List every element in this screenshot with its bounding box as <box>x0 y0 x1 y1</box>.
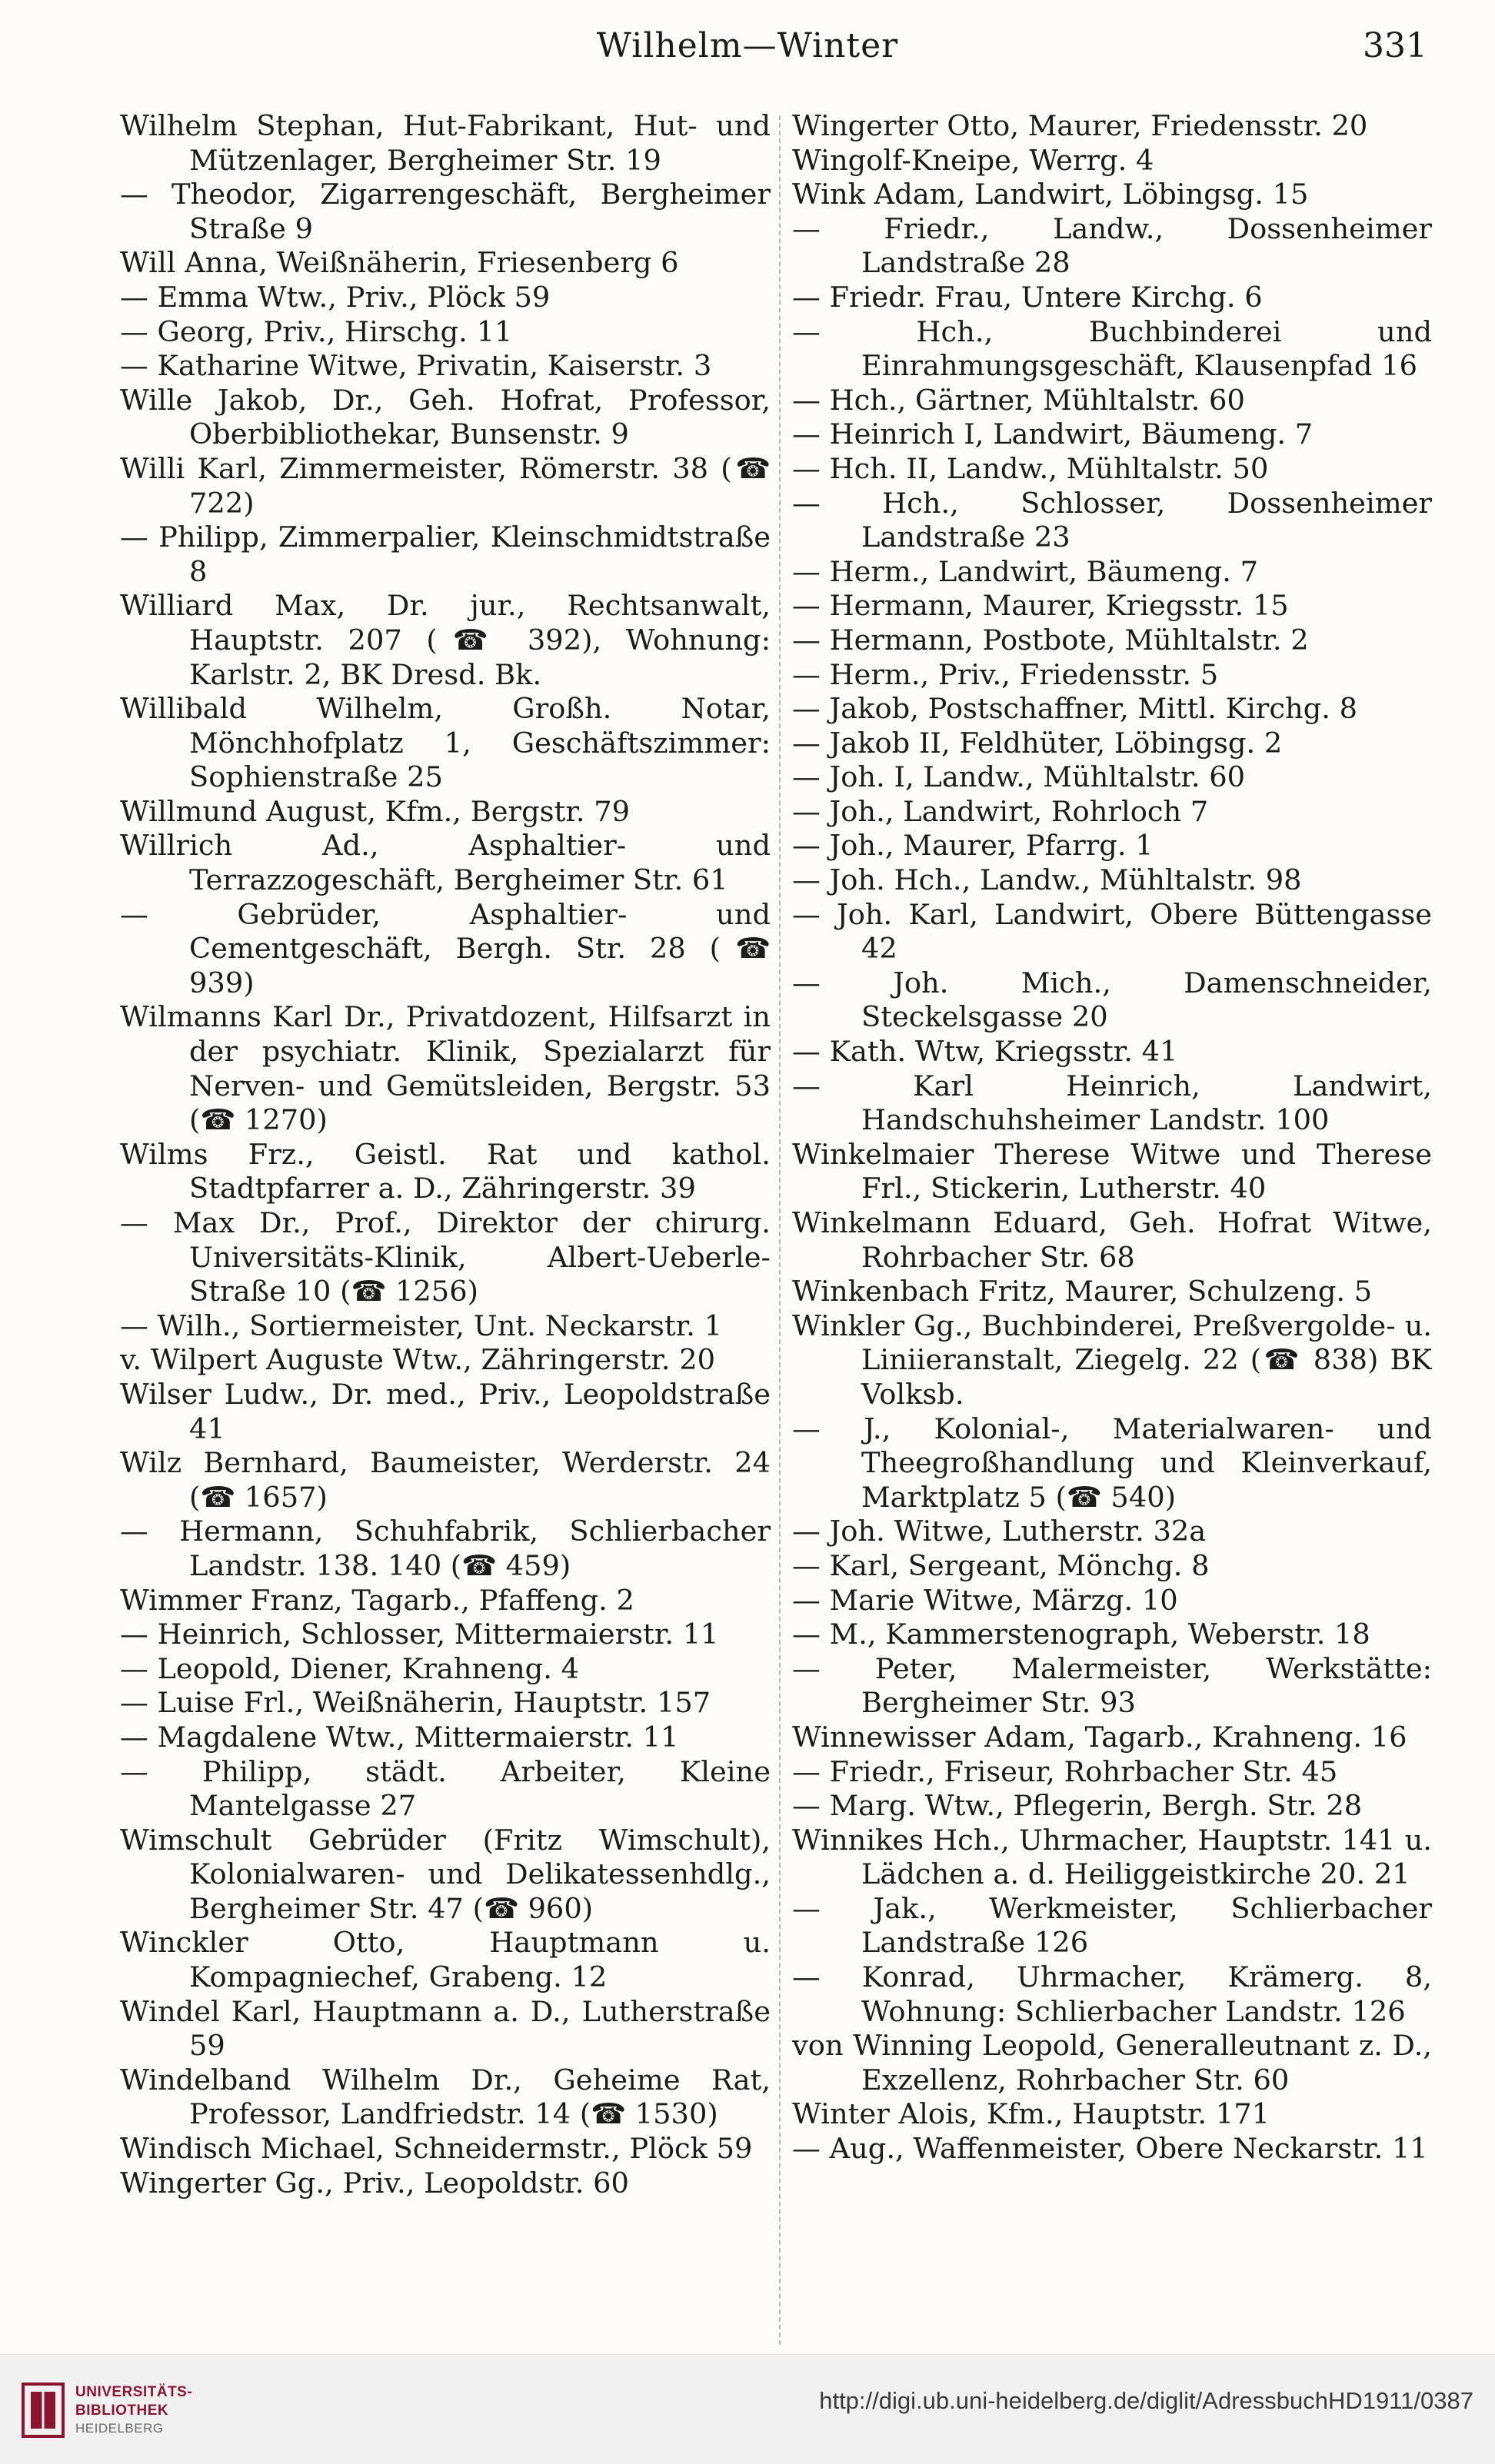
directory-entry: — Friedr. Frau, Untere Kirchg. 6 <box>792 280 1263 314</box>
directory-entry: — Hch., Gärtner, Mühltalstr. 60 <box>792 383 1245 417</box>
directory-entry: — Hermann, Postbote, Mühltalstr. 2 <box>792 623 1309 657</box>
directory-entry: Windelband Wilhelm Dr., Geheime Rat, Professor, Landfriedstr. 14 (☎ 1530) <box>120 2063 771 2131</box>
directory-entry: Wingerter Otto, Maurer, Friedensstr. 20 <box>792 109 1368 142</box>
directory-entry: — Herm., Landwirt, Bäumeng. 7 <box>792 554 1258 588</box>
directory-entry: — Marg. Wtw., Pflegerin, Bergh. Str. 28 <box>792 1789 1363 1823</box>
directory-entry: Winnewisser Adam, Tagarb., Krahneng. 16 <box>792 1720 1407 1754</box>
directory-entry: Will Anna, Weißnäherin, Friesenberg 6 <box>120 246 679 280</box>
directory-entry: — M., Kammerstenograph, Weberstr. 18 <box>792 1618 1370 1651</box>
directory-entry: — Leopold, Diener, Krahneng. 4 <box>120 1651 579 1685</box>
directory-entry: — Aug., Waffenmeister, Obere Neckarstr. 11 <box>792 2132 1428 2166</box>
directory-entry: Willi Karl, Zimmermeister, Römerstr. 38 (☎ 722) <box>120 451 771 520</box>
directory-entry: — Marie Witwe, Märzg. 10 <box>792 1583 1178 1617</box>
directory-entry: — Joh., Landwirt, Rohrloch 7 <box>792 794 1209 828</box>
directory-entry: Windel Karl, Hauptmann a. D., Lutherstraße 59 <box>120 1994 771 2063</box>
directory-entry: — Jakob II, Feldhüter, Löbingsg. 2 <box>792 726 1283 760</box>
directory-entry: — Joh. Witwe, Lutherstr. 32a <box>792 1515 1207 1548</box>
source-url-link[interactable]: http://digi.ub.uni-heidelberg.de/diglit/AdressbuchHD1911/0387 <box>819 2387 1473 2414</box>
directory-entry: — Peter, Malermeister, Werkstätte: Bergheimer Str. 93 <box>792 1651 1432 1720</box>
directory-entry: — Max Dr., Prof., Direktor der chirurg. Universitäts-Klinik, Albert-Ueberle-Straße 10 (☎ 1256) <box>120 1206 771 1308</box>
directory-entry: — Friedr., Friseur, Rohrbacher Str. 45 <box>792 1754 1338 1788</box>
directory-entry: — Katharine Witwe, Privatin, Kaiserstr. 3 <box>120 349 712 383</box>
directory-entry: — Heinrich I, Landwirt, Bäumeng. 7 <box>792 417 1314 451</box>
directory-entry: Willrich Ad., Asphaltier- und Terrazzogeschäft, Bergheimer Str. 61 <box>120 829 771 897</box>
directory-entry: Williard Max, Dr. jur., Rechtsanwalt, Hauptstr. 207 (☎ 392), Wohnung: Karlstr. 2, BK Dresd. Bk. <box>120 589 771 691</box>
directory-entry: — Philipp, städt. Arbeiter, Kleine Mantelgasse 27 <box>120 1754 771 1823</box>
directory-entry: Winter Alois, Kfm., Hauptstr. 171 <box>792 2097 1270 2131</box>
directory-entry: — Magdalene Wtw., Mittermaierstr. 11 <box>120 1720 679 1754</box>
directory-entry: — Joh. Karl, Landwirt, Obere Büttengasse 42 <box>792 897 1432 966</box>
directory-entry: Windisch Michael, Schneidermstr., Plöck 59 <box>120 2132 753 2166</box>
directory-entry: — Georg, Priv., Hirschg. 11 <box>120 314 513 348</box>
directory-entry: von Winning Leopold, Generalleutnant z. D., Exzellenz, Rohrbacher Str. 60 <box>792 2029 1432 2097</box>
directory-entry: Wilser Ludw., Dr. med., Priv., Leopoldstraße 41 <box>120 1377 771 1445</box>
directory-entry: Wilms Frz., Geistl. Rat und kathol. Stadtpfarrer a. D., Zähringerstr. 39 <box>120 1137 771 1205</box>
left-column <box>120 109 771 2362</box>
directory-entry: — Kath. Wtw, Kriegsstr. 41 <box>792 1035 1178 1069</box>
directory-entry: Willibald Wilhelm, Großh. Notar, Mönchhofplatz 1, Geschäftszimmer: Sophienstraße 25 <box>120 692 771 794</box>
directory-entry: — Hermann, Schuhfabrik, Schlierbacher Landstr. 138. 140 (☎ 459) <box>120 1515 771 1582</box>
directory-entry: — Theodor, Zigarrengeschäft, Bergheimer Straße 9 <box>120 178 771 245</box>
directory-entry: — Joh., Maurer, Pfarrg. 1 <box>792 829 1154 863</box>
directory-entry: v. Wilpert Auguste Wtw., Zähringerstr. 20 <box>120 1343 716 1377</box>
directory-entry: — Joh. Hch., Landw., Mühltalstr. 98 <box>792 863 1302 897</box>
logo-text-line: UNIVERSITÄTS- <box>75 2384 193 2400</box>
directory-entry: Wingolf-Kneipe, Werrg. 4 <box>792 143 1154 177</box>
directory-entry: — Konrad, Uhrmacher, Krämerg. 8, Wohnung: Schlierbacher Landstr. 126 <box>792 1960 1432 2028</box>
library-logo[interactable] <box>20 2381 220 2450</box>
directory-entry: Winkelmann Eduard, Geh. Hofrat Witwe, Rohrbacher Str. 68 <box>792 1206 1432 1274</box>
directory-entry: Wingerter Gg., Priv., Leopoldstr. 60 <box>120 2166 629 2200</box>
logo-text-line: HEIDELBERG <box>75 2421 164 2436</box>
directory-entry: Wimmer Franz, Tagarb., Pfaffeng. 2 <box>120 1583 634 1617</box>
directory-entry: — Philipp, Zimmerpalier, Kleinschmidtstraße 8 <box>120 520 771 588</box>
directory-entry: — Friedr., Landw., Dossenheimer Landstraße 28 <box>792 211 1432 280</box>
directory-entry: Wilmanns Karl Dr., Privatdozent, Hilfsarzt in der psychiatr. Klinik, Spezialarzt für Nerven- und Gemütsleiden, Bergstr. 53 (☎ 1270) <box>120 1000 771 1137</box>
directory-entry: Winkelmaier Therese Witwe und Therese Frl., Stickerin, Lutherstr. 40 <box>792 1137 1432 1205</box>
directory-entry: — Wilh., Sortiermeister, Unt. Neckarstr. 1 <box>120 1308 723 1342</box>
directory-entry: — Luise Frl., Weißnäherin, Hauptstr. 157 <box>120 1686 711 1720</box>
directory-entry: — Emma Wtw., Priv., Plöck 59 <box>120 280 551 314</box>
directory-entry: — J., Kolonial-, Materialwaren- und Theegroßhandlung und Kleinverkauf, Marktplatz 5 (☎ 540) <box>792 1412 1432 1514</box>
running-title: Wilhelm—Winter <box>596 26 899 65</box>
directory-entry: Winnikes Hch., Uhrmacher, Hauptstr. 141 u. Lädchen a. d. Heiliggeistkirche 20. 21 <box>792 1823 1432 1891</box>
directory-entry: Winkenbach Fritz, Maurer, Schulzeng. 5 <box>792 1275 1373 1308</box>
logo-text-line: BIBLIOTHEK <box>75 2402 169 2419</box>
page-header <box>0 26 1495 72</box>
directory-entry: — Herm., Priv., Friedensstr. 5 <box>792 657 1219 691</box>
directory-entry: — Karl, Sergeant, Mönchg. 8 <box>792 1548 1210 1582</box>
directory-entry: — Joh. I, Landw., Mühltalstr. 60 <box>792 760 1246 794</box>
directory-entry: — Heinrich, Schlosser, Mittermaierstr. 11 <box>120 1618 719 1651</box>
library-seal-icon <box>20 2381 66 2439</box>
directory-entry: — Joh. Mich., Damenschneider, Steckelsgasse 20 <box>792 966 1432 1034</box>
directory-entry: — Hch., Buchbinderei und Einrahmungsgeschäft, Klausenpfad 16 <box>792 314 1432 383</box>
directory-entry: Wimschult Gebrüder (Fritz Wimschult), Kolonialwaren- und Delikatessenhdlg., Bergheimer Str. 47 (☎ 960) <box>120 1823 771 1925</box>
directory-entry: — Gebrüder, Asphaltier- und Cementgeschäft, Bergh. Str. 28 (☎ 939) <box>120 897 771 999</box>
directory-entry: Wilhelm Stephan, Hut-Fabrikant, Hut- und Mützenlager, Bergheimer Str. 19 <box>120 109 771 177</box>
directory-entry: — Jak., Werkmeister, Schlierbacher Landstraße 126 <box>792 1891 1432 1960</box>
directory-entry: — Hermann, Maurer, Kriegsstr. 15 <box>792 589 1289 623</box>
footer-bar <box>0 2354 1495 2464</box>
column-divider <box>779 115 781 2345</box>
right-column <box>792 109 1432 2362</box>
directory-entry: Wille Jakob, Dr., Geh. Hofrat, Professor, Oberbibliothekar, Bunsenstr. 9 <box>120 383 771 451</box>
directory-entry: — Hch. II, Landw., Mühltalstr. 50 <box>792 451 1269 485</box>
directory-entry: — Jakob, Postschaffner, Mittl. Kirchg. 8 <box>792 692 1358 726</box>
directory-entry: — Hch., Schlosser, Dossenheimer Landstraße 23 <box>792 486 1432 554</box>
directory-entry: Winckler Otto, Hauptmann u. Kompagniechef, Grabeng. 12 <box>120 1926 771 1994</box>
directory-entry: Willmund August, Kfm., Bergstr. 79 <box>120 794 631 828</box>
directory-entry: Wilz Bernhard, Baumeister, Werderstr. 24 (☎ 1657) <box>120 1446 771 1514</box>
directory-entry: Winkler Gg., Buchbinderei, Preßvergolde- u. Liniieranstalt, Ziegelg. 22 (☎ 838) BK Volksb. <box>792 1308 1432 1411</box>
directory-entry: — Karl Heinrich, Landwirt, Handschuhsheimer Landstr. 100 <box>792 1069 1432 1137</box>
directory-entry: Wink Adam, Landwirt, Löbingsg. 15 <box>792 178 1309 211</box>
page-number: 331 <box>1363 26 1427 65</box>
